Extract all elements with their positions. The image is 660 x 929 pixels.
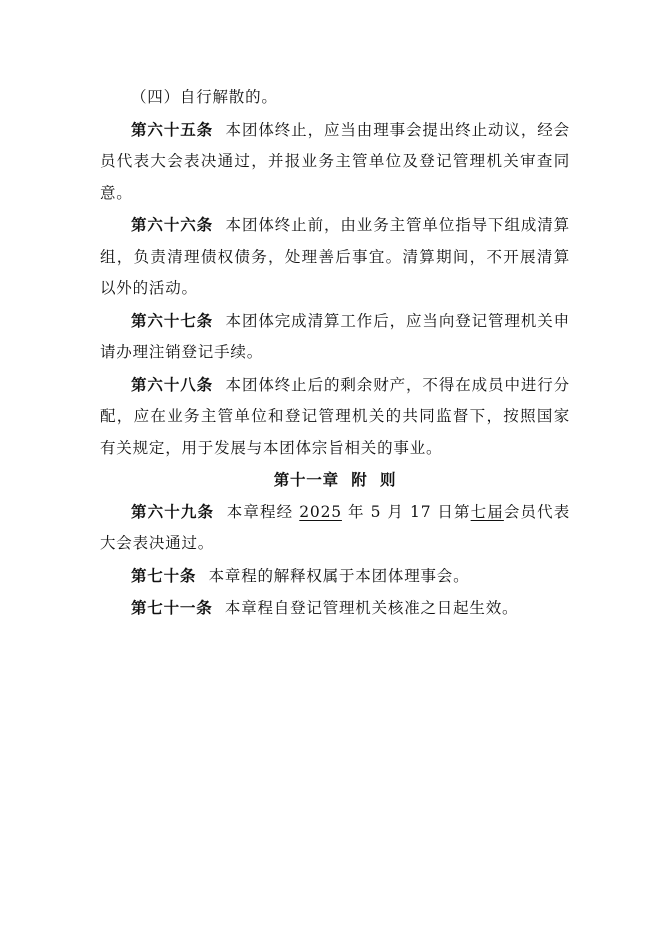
article-67 [100, 305, 570, 369]
month-unit: 月 [387, 502, 404, 521]
year-unit: 年 [347, 502, 365, 521]
article-text-pre: 本章程经 [226, 502, 294, 521]
article-title: 第六十九条 [131, 501, 215, 521]
article-68 [100, 369, 570, 465]
adoption-day: 17 [410, 502, 432, 521]
article-text: 本团体终止前，由业务主管单位指导下组成清算组，负责清理债权债务，处理善后事宜。清算期间，不开展清算以外的活动。 [100, 216, 570, 297]
chapter-heading: 第十一章 附 则 [273, 470, 397, 489]
adoption-month: 5 [370, 502, 382, 521]
adoption-year: 2025 [299, 502, 342, 521]
session-number: 七届 [470, 502, 504, 521]
article-65 [100, 114, 570, 210]
article-title: 第六十五条 [131, 119, 214, 139]
article-text-post: 会员代表大会表决通过。 [100, 502, 571, 552]
article-title: 第六十八条 [131, 374, 214, 394]
item-text: （四）自行解散的。 [131, 88, 278, 106]
article-title: 第七十条 [131, 565, 197, 585]
item-dissolution [100, 82, 570, 114]
article-69 [100, 496, 570, 560]
article-70 [100, 560, 570, 593]
article-title: 第七十一条 [131, 598, 213, 617]
article-text: 本团体终止，应当由理事会提出终止动议，经会员代表大会表决通过，并报业务主管单位及登记管理机关审查同意。 [100, 120, 570, 202]
article-text: 本章程自登记管理机关核准之日起生效。 [224, 599, 519, 617]
document-body [100, 82, 570, 625]
article-66 [100, 209, 570, 305]
article-text: 本章程的解释权属于本团体理事会。 [208, 566, 470, 585]
article-text: 本团体终止后的剩余财产，不得在成员中进行分配，应在业务主管单位和登记管理机关的共同监督下，按照国家有关规定，用于发展与本团体宗旨相关的事业。 [100, 375, 570, 457]
article-71 [100, 592, 570, 625]
article-title: 第六十七条 [131, 310, 214, 330]
article-title: 第六十六条 [131, 215, 214, 234]
day-unit: 日第 [437, 502, 471, 521]
article-text: 本团体完成清算工作后，应当向登记管理机关申请办理注销登记手续。 [100, 311, 570, 361]
